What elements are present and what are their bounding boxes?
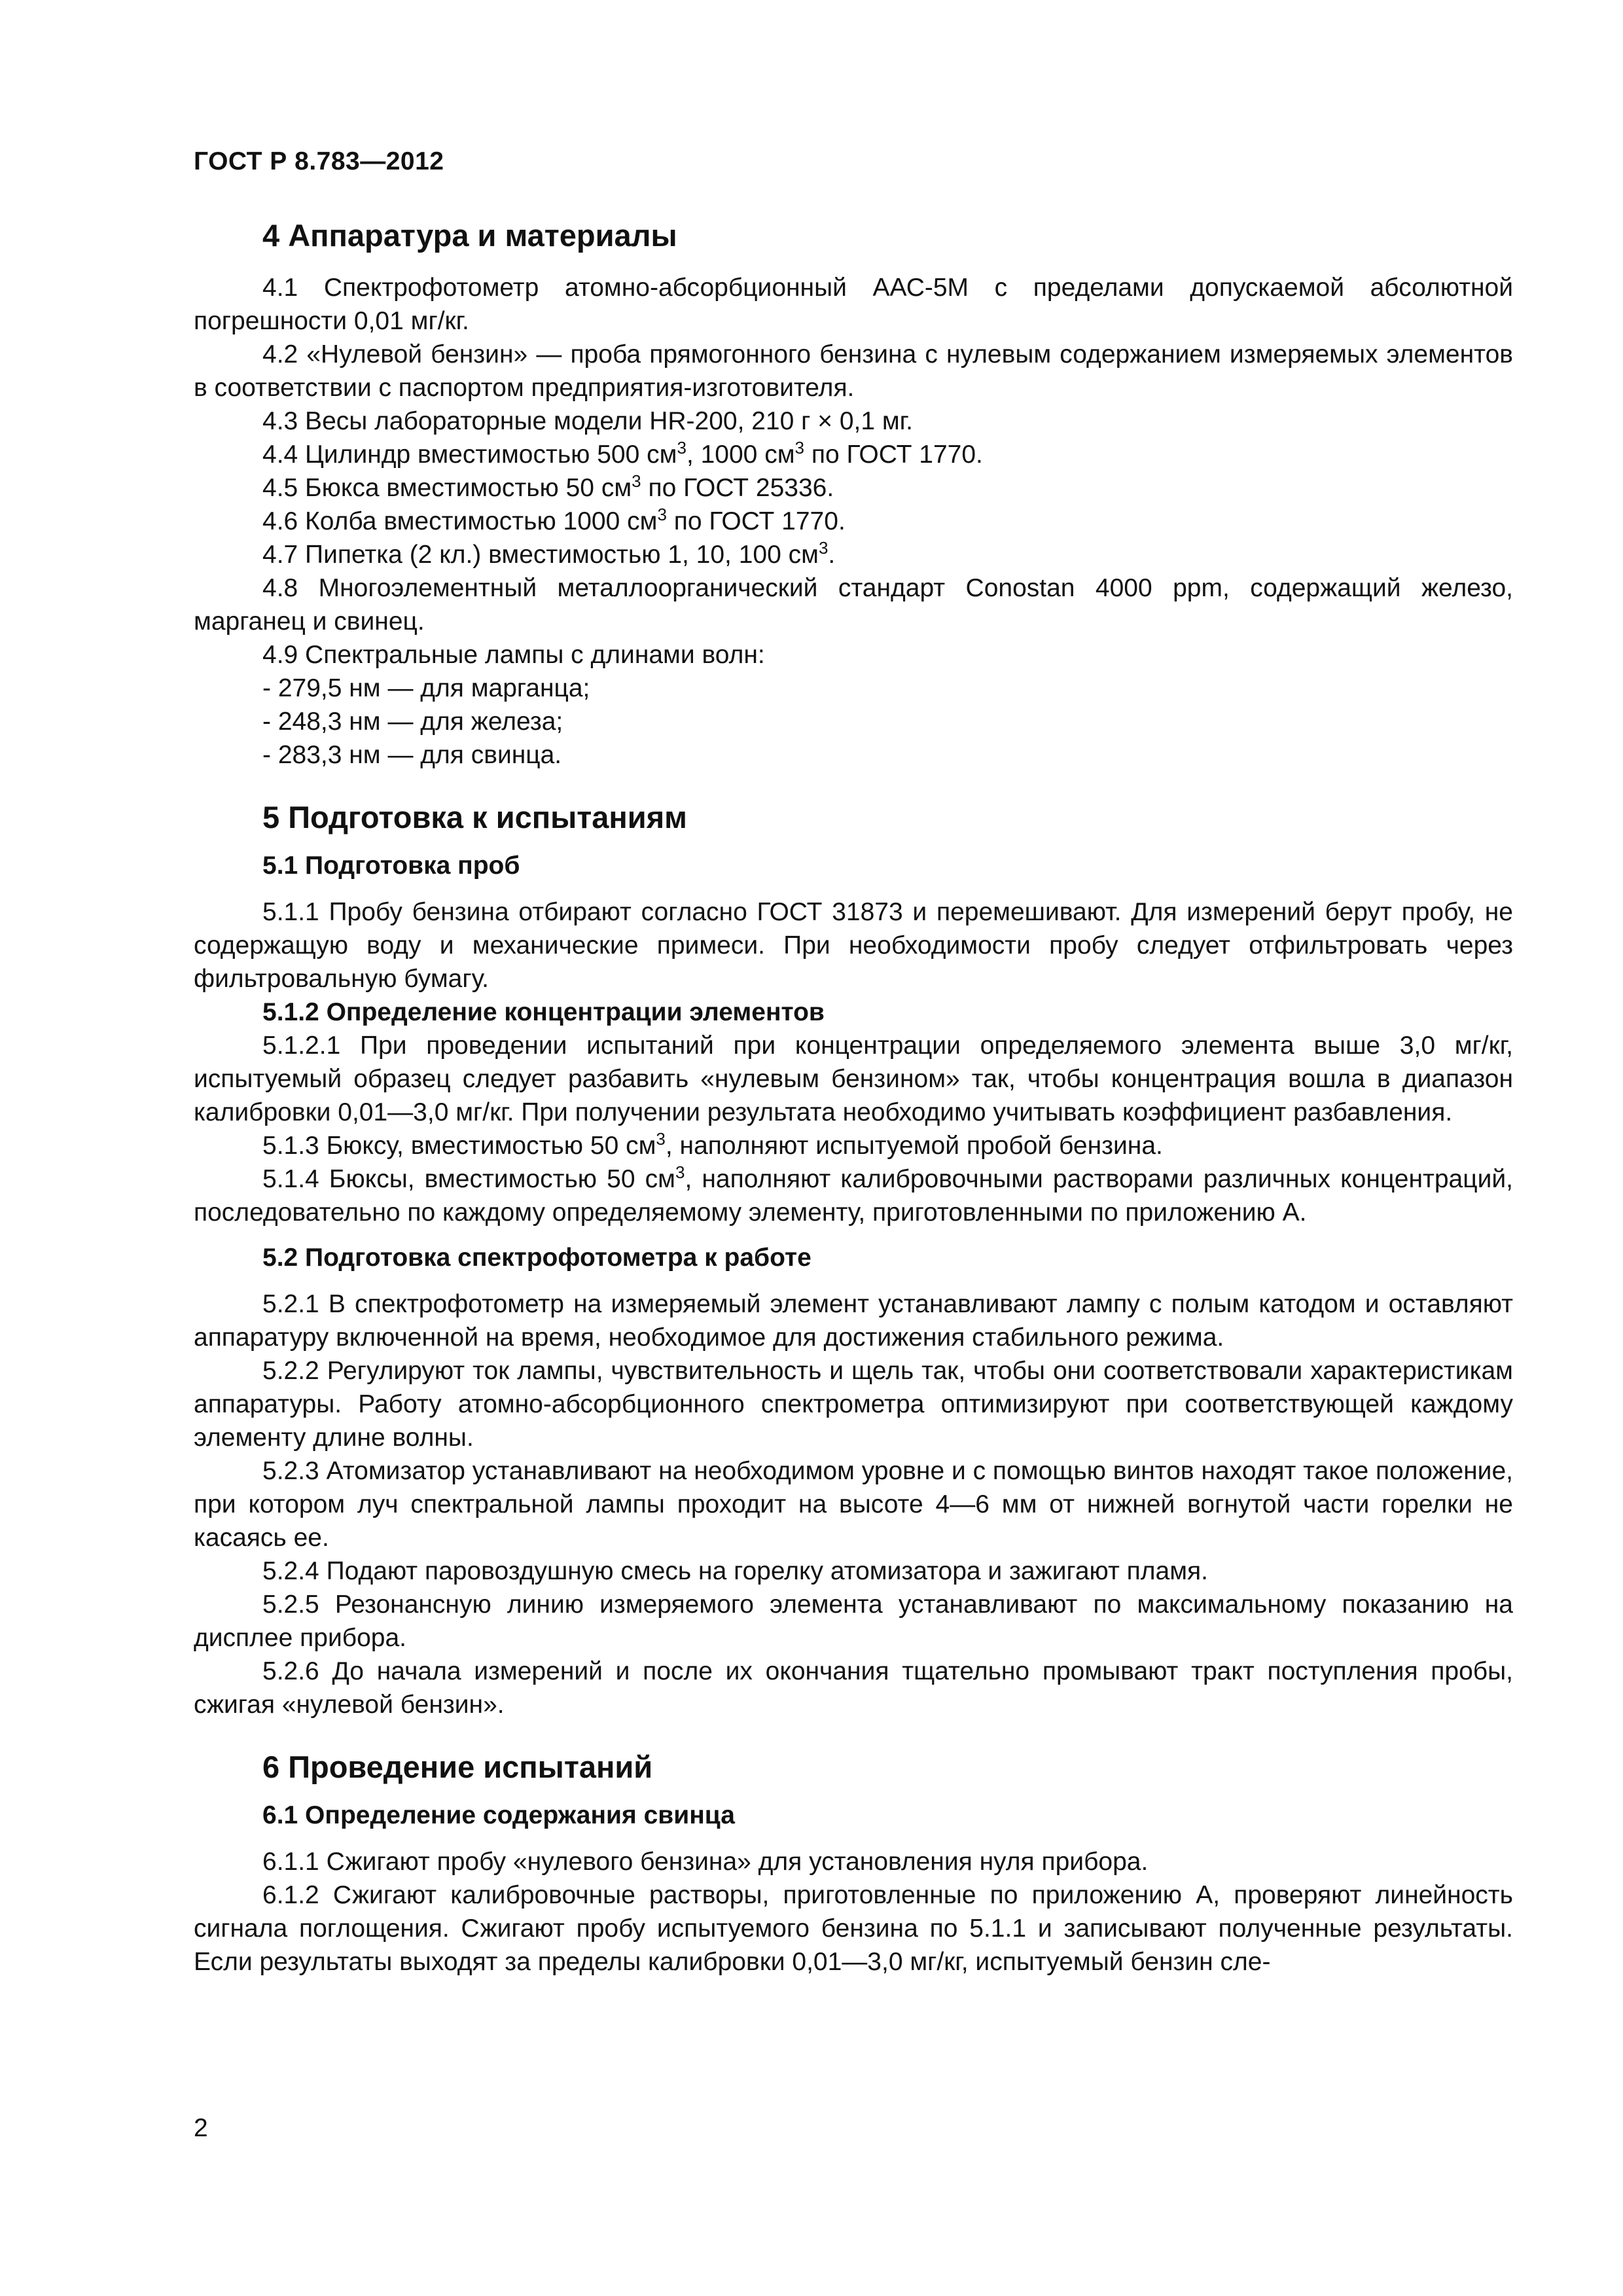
clause-5-1-3-text-a: 5.1.3 Бюксу, вместимостью 50 см xyxy=(262,1132,656,1160)
section-4-title: 4 Аппаратура и материалы xyxy=(262,218,677,253)
clause-4-4-text-a: 4.4 Цилиндр вместимостью 500 см xyxy=(262,440,677,469)
clause-4-5-text-a: 4.5 Бюкса вместимостью 50 см xyxy=(262,474,632,502)
clause-5-1-3-sup: 3 xyxy=(656,1129,666,1149)
clause-4-4 xyxy=(194,438,1513,471)
clause-6-1-2: 6.1.2 Сжигают калибровочные растворы, приготовленные по приложению А, проверяют линейность сигнала поглощения. Сжигают пробу испытуемого бензина по 5.1.1 и записывают полученные результаты. Если результаты выходят за пределы калибровки 0,01—3,0 мг/кг, испытуемый бензин сле- xyxy=(194,1881,1513,1976)
clause-4-6-text-b: по ГОСТ 1770. xyxy=(666,507,846,535)
clause-5-1-1: 5.1.1 Пробу бензина отбирают согласно ГОСТ 31873 и перемешивают. Для измерений берут пробу, не содержащую воду и механические примеси. При необходимости пробу следует отфильтровать через фильтровальную бумагу. xyxy=(194,898,1513,993)
clause-4-4-sup-2: 3 xyxy=(794,438,804,457)
clause-6-1-1: 6.1.1 Сжигают пробу «нулевого бензина» для установления нуля прибора. xyxy=(262,1848,1149,1876)
clause-5-1-4-text-b: , наполняют калибровочными растворами различных концентраций, последовательно по каждому определяемому элементу, приготовленными по приложению А. xyxy=(194,1165,1513,1227)
subsection-5-2-title: 5.2 Подготовка спектрофотометра к работе xyxy=(262,1244,812,1272)
clause-5-1-2-1: 5.1.2.1 При проведении испытаний при концентрации определяемого элемента выше 3,0 мг/кг, испытуемый образец следует разбавить «нулевым бензином» так, чтобы концентрация вошла в диапазон калибровки 0,01—3,0 мг/кг. При получении результата необходимо учитывать коэффициент разбавления. xyxy=(194,1031,1513,1126)
page-number: 2 xyxy=(194,2114,208,2142)
clause-5-2-6: 5.2.6 До начала измерений и после их окончания тщательно промывают тракт поступления пробы, сжигая «нулевой бензин». xyxy=(194,1657,1513,1719)
clause-5-2-3: 5.2.3 Атомизатор устанавливают на необходимом уровне и с помощью винтов находят такое положение, при котором луч спектральной лампы проходит на высоте 4—6 мм от нижней вогнутой части горелки не касаясь ее. xyxy=(194,1457,1513,1552)
clause-4-7-sup: 3 xyxy=(818,538,829,558)
clause-4-3: 4.3 Весы лабораторные модели HR-200, 210 г × 0,1 мг. xyxy=(262,407,913,435)
clause-4-7 xyxy=(194,538,1513,571)
clause-4-5-sup: 3 xyxy=(632,471,641,491)
document-header-code: ГОСТ Р 8.783—2012 xyxy=(194,147,444,175)
clause-5-2-4: 5.2.4 Подают паровоздушную смесь на горелку атомизатора и зажигают пламя. xyxy=(262,1557,1208,1585)
clause-4-5-text-b: по ГОСТ 25336. xyxy=(641,474,834,502)
clause-4-4-sup-1: 3 xyxy=(677,438,687,457)
clause-4-8: 4.8 Многоэлементный металлоорганический стандарт Conostan 4000 ppm, содержащий железо, марганец и свинец. xyxy=(194,574,1513,636)
clause-5-1-4-sup: 3 xyxy=(675,1162,685,1182)
clause-5-2-2: 5.2.2 Регулируют ток лампы, чувствительность и щель так, чтобы они соответствовали характеристикам аппаратуры. Работу атомно-абсорбционного спектрометра оптимизируют при соответствующей каждому элементу длине волны. xyxy=(194,1357,1513,1452)
clause-5-1-3-text-b: , наполняют испытуемой пробой бензина. xyxy=(665,1132,1163,1160)
wavelength-item: - 279,5 нм — для марганца; xyxy=(262,674,590,702)
document-body xyxy=(194,216,1513,1979)
subsection-5-1-2-title: 5.1.2 Определение концентрации элементов xyxy=(262,998,825,1026)
subsection-6-1-title: 6.1 Определение содержания свинца xyxy=(262,1801,735,1829)
clause-5-1-4 xyxy=(194,1162,1513,1229)
clause-4-9: 4.9 Спектральные лампы с длинами волн: xyxy=(262,641,765,669)
clause-5-1-3 xyxy=(194,1129,1513,1162)
clause-4-4-text-c: по ГОСТ 1770. xyxy=(804,440,983,469)
clause-4-7-text-b: . xyxy=(828,541,836,569)
section-6-title: 6 Проведение испытаний xyxy=(262,1749,653,1784)
clause-4-5 xyxy=(194,471,1513,505)
clause-4-4-text-b: , 1000 см xyxy=(686,440,795,469)
clause-5-2-1: 5.2.1 В спектрофотометр на измеряемый элемент устанавливают лампу с полым катодом и оставляют аппаратуру включенной на время, необходимое для достижения стабильного режима. xyxy=(194,1290,1513,1352)
section-5-title: 5 Подготовка к испытаниям xyxy=(262,800,687,834)
wavelength-item: - 248,3 нм — для железа; xyxy=(262,708,563,736)
wavelength-item: - 283,3 нм — для свинца. xyxy=(262,741,562,769)
clause-5-1-4-text-a: 5.1.4 Бюксы, вместимостью 50 см xyxy=(262,1165,675,1193)
subsection-5-1-title: 5.1 Подготовка проб xyxy=(262,852,520,880)
clause-4-1: 4.1 Спектрофотометр атомно-абсорбционный ААС-5М с пределами допускаемой абсолютной погрешности 0,01 мг/кг. xyxy=(194,274,1513,335)
clause-4-6 xyxy=(194,505,1513,538)
clause-4-2: 4.2 «Нулевой бензин» — проба прямогонного бензина с нулевым содержанием измеряемых элементов в соответствии с паспортом предприятия-изготовителя. xyxy=(194,340,1513,402)
clause-4-7-text-a: 4.7 Пипетка (2 кл.) вместимостью 1, 10, 100 см xyxy=(262,541,819,569)
clause-5-2-5: 5.2.5 Резонансную линию измеряемого элемента устанавливают по максимальному показанию на дисплее прибора. xyxy=(194,1590,1513,1652)
clause-4-6-sup: 3 xyxy=(657,505,667,524)
clause-4-6-text-a: 4.6 Колба вместимостью 1000 см xyxy=(262,507,658,535)
